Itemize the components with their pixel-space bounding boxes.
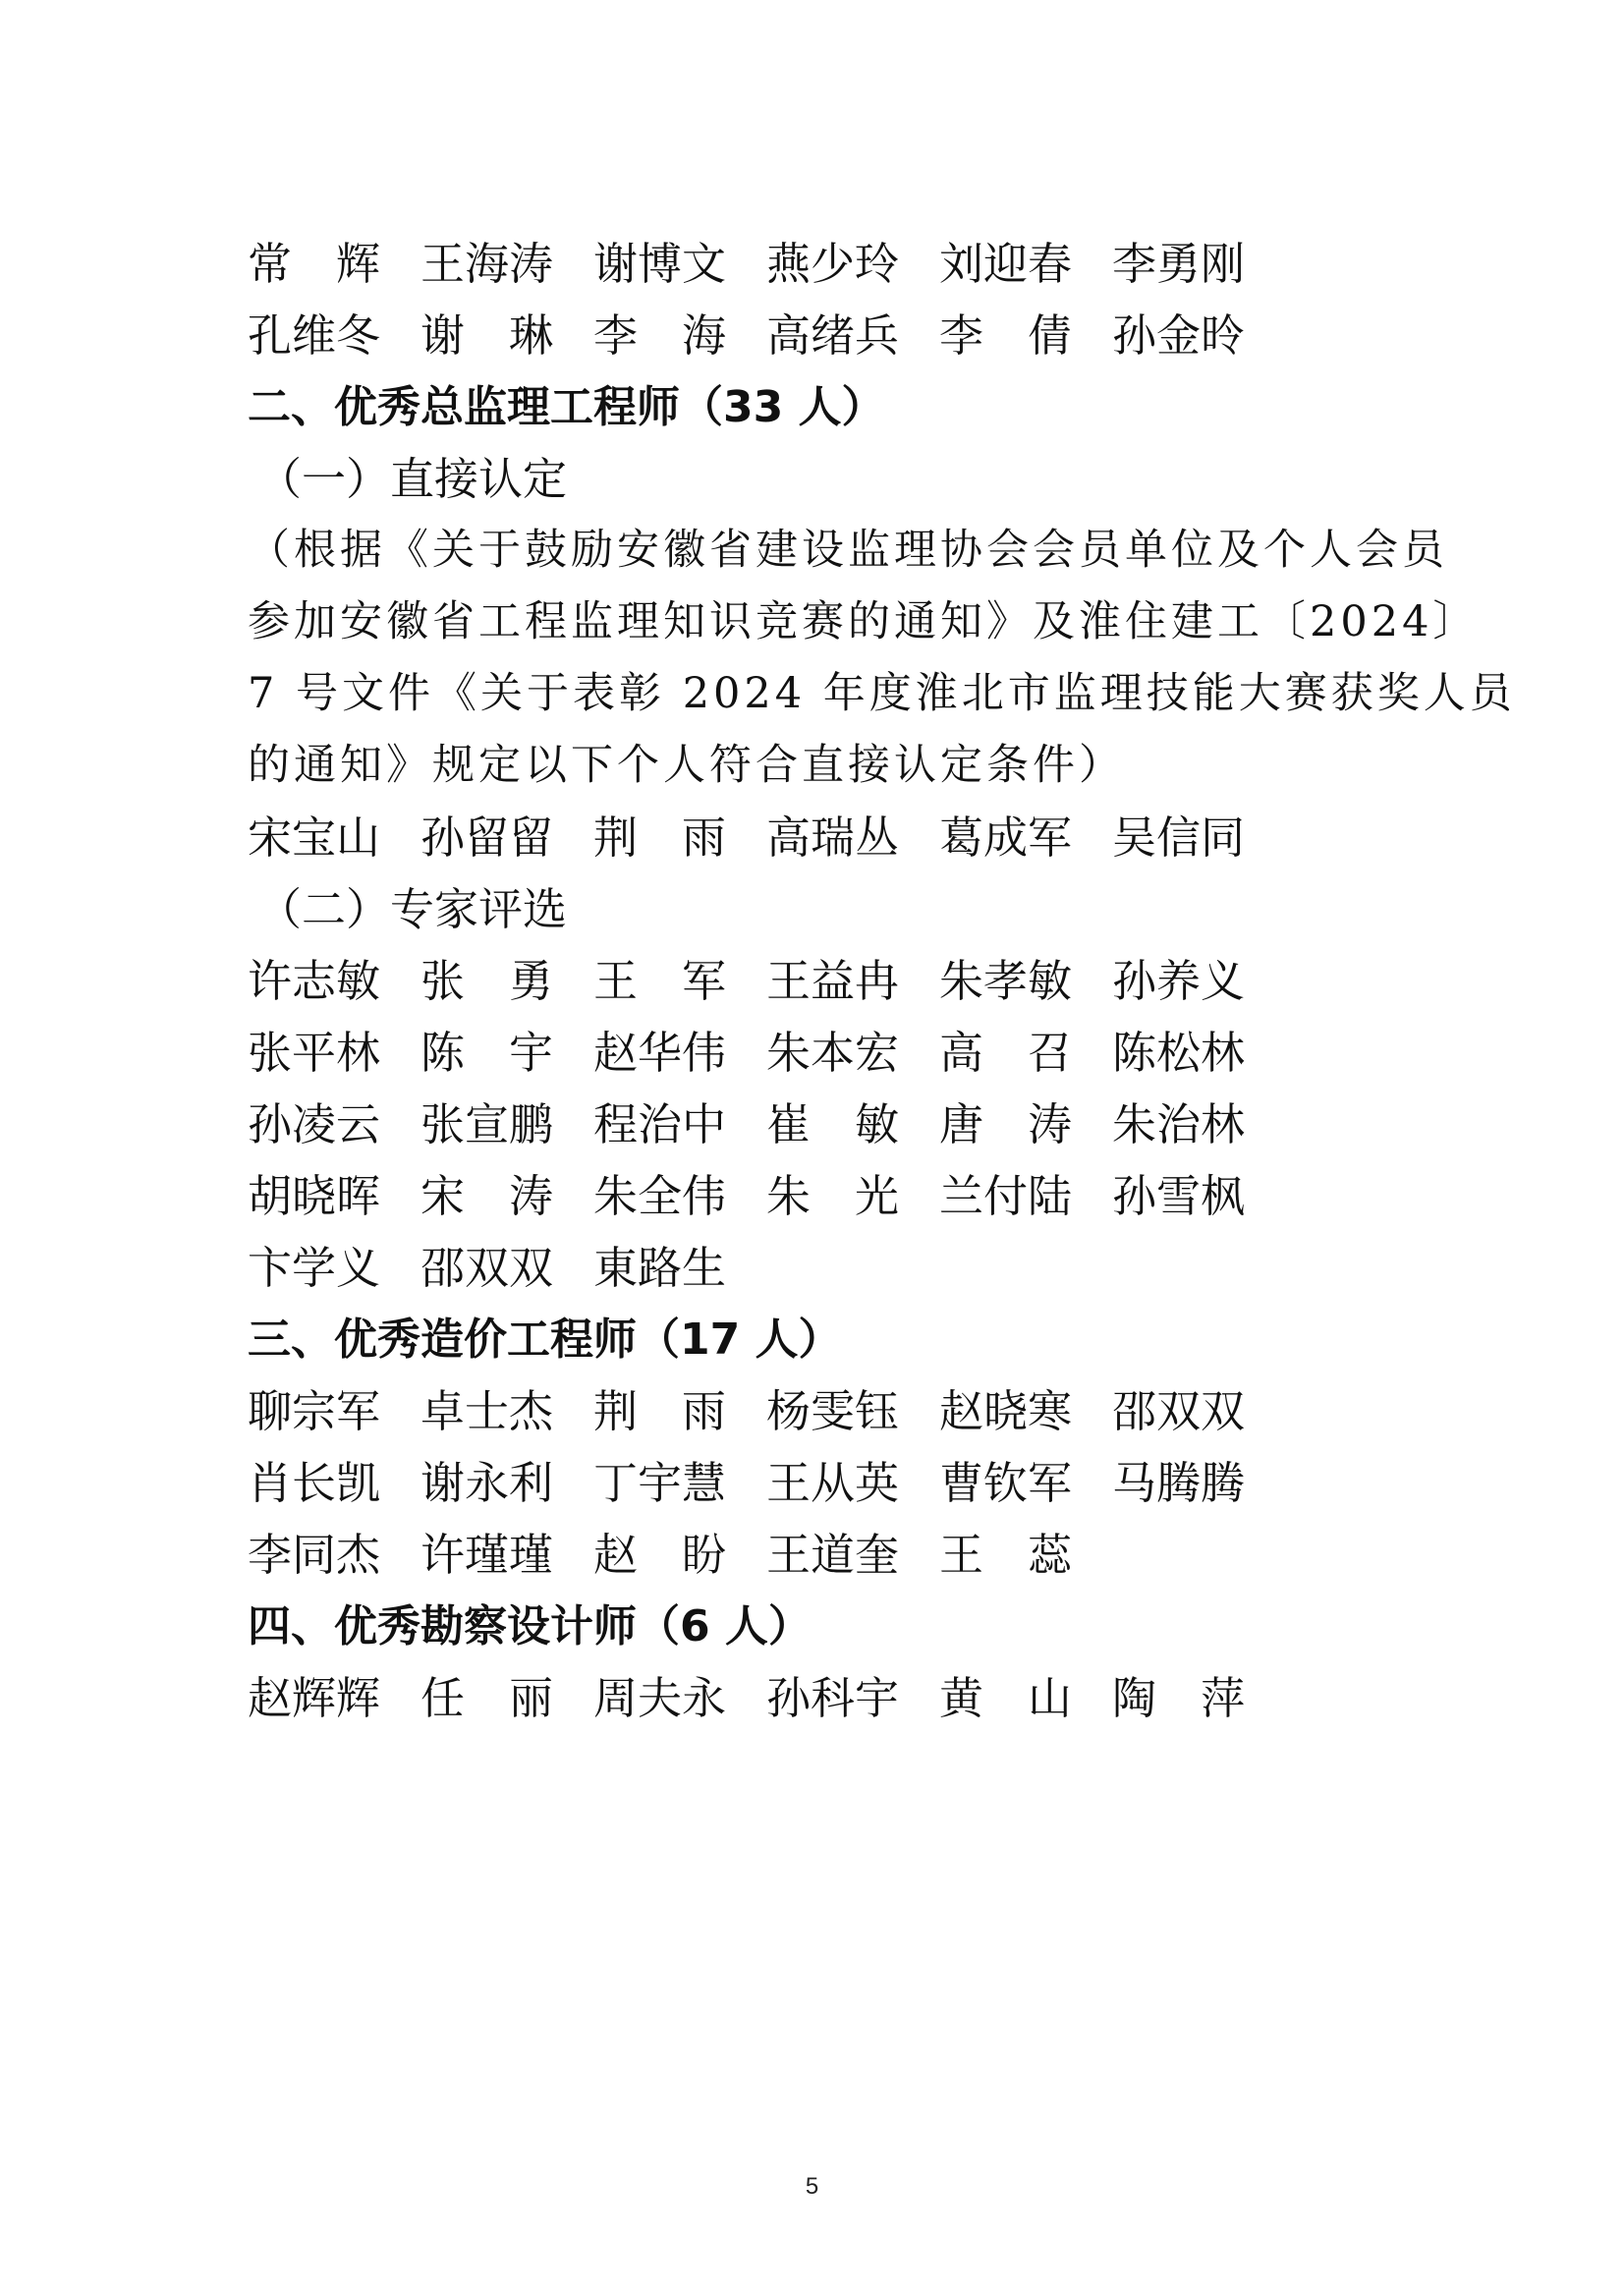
- person-name: 王 蕊: [939, 1529, 1073, 1581]
- criteria-note: [248, 515, 1516, 802]
- person-name: 高瑞丛: [766, 812, 900, 864]
- person-name: 燕少玲: [766, 238, 900, 290]
- subsection-heading: （二）专家评选: [257, 883, 568, 935]
- person-name: 马腾腾: [1112, 1457, 1246, 1509]
- person-name: 谢永利: [420, 1457, 554, 1509]
- person-name: 张平林: [248, 1027, 381, 1079]
- person-name: 邵双双: [420, 1242, 554, 1294]
- cost-engineer-list: [248, 1375, 1397, 1591]
- person-name: 聊宗军: [248, 1385, 381, 1437]
- person-name: 赵华伟: [593, 1027, 727, 1079]
- person-name: 高 召: [939, 1027, 1073, 1079]
- person-name: 孙凌云: [248, 1098, 381, 1150]
- person-name: 高绪兵: [766, 309, 900, 362]
- expert-name-list: [248, 945, 1397, 1304]
- person-name: 王海涛: [420, 238, 554, 290]
- person-name: 许瑾瑾: [420, 1529, 554, 1581]
- person-name: 兰付陆: [939, 1170, 1073, 1222]
- person-name: 孙科宇: [766, 1672, 900, 1724]
- note-line: （根据《关于鼓励安徽省建设监理协会会员单位及个人会员: [248, 526, 1448, 575]
- person-name: 邵双双: [1112, 1385, 1246, 1437]
- person-name: 朱本宏: [766, 1027, 900, 1079]
- name-row: [248, 1519, 1397, 1591]
- name-row: [248, 1017, 1397, 1089]
- name-row: [248, 945, 1397, 1017]
- top-name-list: [248, 228, 1397, 371]
- name-row: [248, 1662, 1397, 1734]
- person-name: 丁宇慧: [593, 1457, 727, 1509]
- note-line: 的通知》规定以下个人符合直接认定条件）: [248, 741, 1125, 790]
- person-name: 王道奎: [766, 1529, 900, 1581]
- person-name: 李 倩: [939, 309, 1073, 362]
- person-name: 李勇刚: [1112, 238, 1246, 290]
- section-heading: 四、优秀勘察设计师（6 人）: [248, 1601, 812, 1651]
- person-name: 杨雯钰: [766, 1385, 900, 1437]
- person-name: 孔维冬: [248, 309, 381, 362]
- person-name: 荆 雨: [593, 812, 727, 864]
- person-name: 黄 山: [939, 1672, 1073, 1724]
- person-name: 曹钦军: [939, 1457, 1073, 1509]
- person-name: 任 丽: [420, 1672, 554, 1724]
- section-heading: 三、优秀造价工程师（17 人）: [248, 1315, 842, 1365]
- person-name: 孙留留: [420, 812, 554, 864]
- name-row: [248, 228, 1397, 300]
- person-name: 王从英: [766, 1457, 900, 1509]
- person-name: 赵辉辉: [248, 1672, 381, 1724]
- person-name: 唐 涛: [939, 1098, 1073, 1150]
- person-name: 李 海: [593, 309, 727, 362]
- survey-designer-list: [248, 1662, 1397, 1734]
- name-row: [248, 1089, 1397, 1160]
- name-row: [248, 1447, 1397, 1519]
- subsection-heading: （一）直接认定: [257, 453, 568, 505]
- person-name: 刘迎春: [939, 238, 1073, 290]
- section-heading: 二、优秀总监理工程师（33 人）: [248, 382, 885, 432]
- person-name: 许志敏: [248, 955, 381, 1007]
- person-name: 赵 盼: [593, 1529, 727, 1581]
- person-name: 孙金昤: [1112, 309, 1246, 362]
- person-name: 陈 宇: [420, 1027, 554, 1079]
- person-name: 陈松林: [1112, 1027, 1246, 1079]
- person-name: 李同杰: [248, 1529, 381, 1581]
- person-name: 孙养义: [1112, 955, 1246, 1007]
- name-row: [248, 802, 1397, 873]
- person-name: 朱全伟: [593, 1170, 727, 1222]
- name-row: [248, 1375, 1397, 1447]
- person-name: 周夫永: [593, 1672, 727, 1724]
- person-name: 张宣鹏: [420, 1098, 554, 1150]
- note-line: 参加安徽省工程监理知识竞赛的通知》及淮住建工〔2024〕: [248, 597, 1480, 646]
- person-name: 常 辉: [248, 238, 381, 290]
- person-name: 肖长凯: [248, 1457, 381, 1509]
- person-name: 程治中: [593, 1098, 727, 1150]
- person-name: 张 勇: [420, 955, 554, 1007]
- person-name: 朱治林: [1112, 1098, 1246, 1150]
- person-name: 王益冉: [766, 955, 900, 1007]
- document-body: [248, 228, 1516, 1734]
- person-name: 胡晓晖: [248, 1170, 381, 1222]
- name-row: [248, 1232, 1397, 1304]
- person-name: 朱孝敏: [939, 955, 1073, 1007]
- name-row: [248, 1160, 1397, 1232]
- person-name: 孙雪枫: [1112, 1170, 1246, 1222]
- person-name: 谢博文: [593, 238, 727, 290]
- person-name: 東路生: [593, 1242, 727, 1294]
- page-number: 5: [805, 2173, 819, 2200]
- person-name: 吴信同: [1112, 812, 1246, 864]
- person-name: 卞学义: [248, 1242, 381, 1294]
- person-name: 荆 雨: [593, 1385, 727, 1437]
- person-name: 崔 敏: [766, 1098, 900, 1150]
- person-name: 葛成军: [939, 812, 1073, 864]
- person-name: 王 军: [593, 955, 727, 1007]
- person-name: 朱 光: [766, 1170, 900, 1222]
- name-row: [248, 300, 1397, 371]
- person-name: 宋宝山: [248, 812, 381, 864]
- person-name: 谢 琳: [420, 309, 554, 362]
- person-name: 卓士杰: [420, 1385, 554, 1437]
- person-name: 陶 萍: [1112, 1672, 1246, 1724]
- person-name: 宋 涛: [420, 1170, 554, 1222]
- note-line: 7 号文件《关于表彰 2024 年度淮北市监理技能大赛获奖人员: [248, 669, 1516, 718]
- person-name: 赵晓寒: [939, 1385, 1073, 1437]
